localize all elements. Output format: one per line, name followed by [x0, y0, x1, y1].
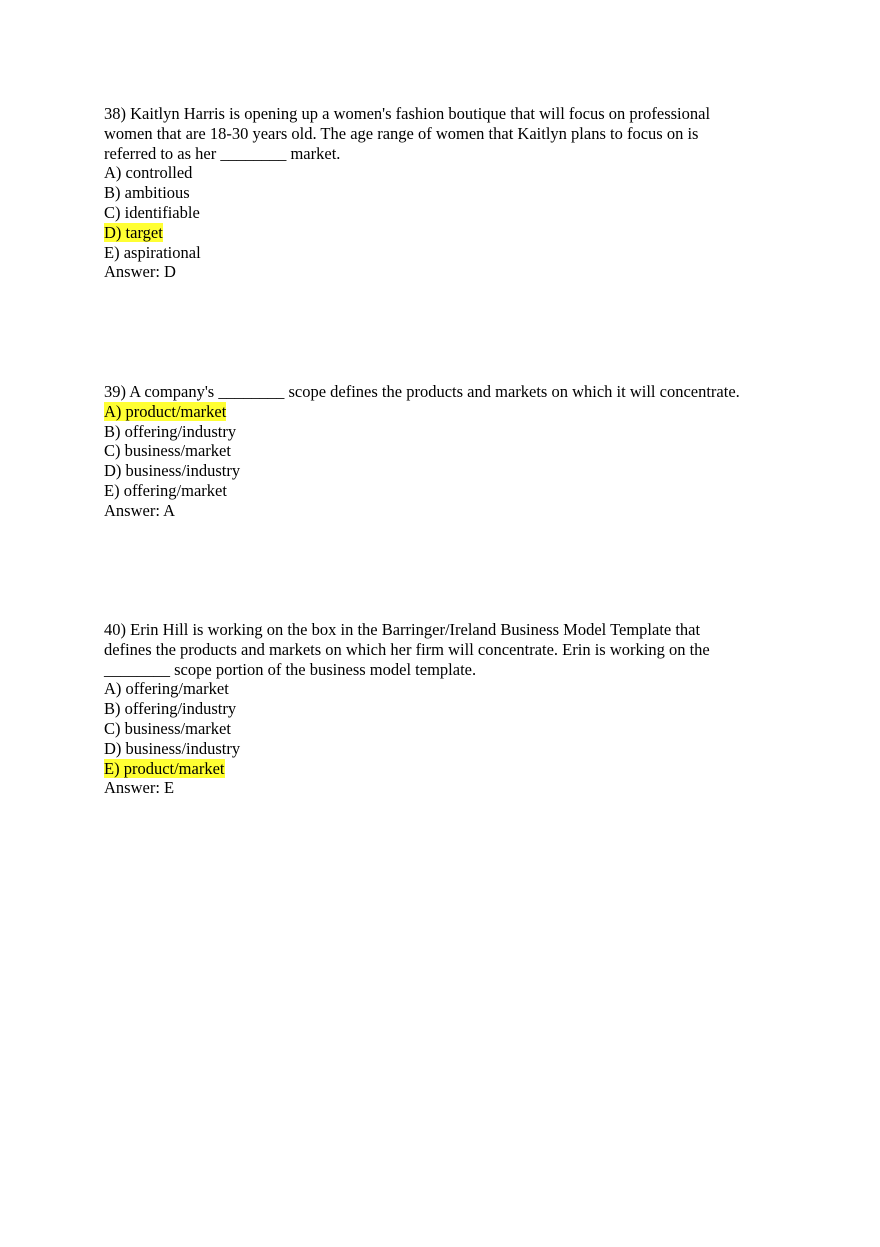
answer-key: Answer: A: [104, 500, 176, 520]
option-c: [104, 441, 784, 461]
option-c: [104, 719, 784, 739]
option-text: B) ambitious: [104, 183, 190, 203]
highlighted-correct-option: E) product/market: [104, 758, 225, 778]
option-text: A) offering/market: [104, 679, 229, 699]
option-d: [104, 223, 784, 243]
option-a: [104, 402, 784, 422]
question-stem-line: 38) Kaitlyn Harris is opening up a women's fashion boutique that will focus on professional: [104, 104, 711, 123]
option-c: [104, 203, 784, 223]
option-b: [104, 699, 784, 719]
option-text: D) business/industry: [104, 461, 241, 481]
option-e: [104, 759, 784, 779]
option-text: E) aspirational: [104, 242, 201, 262]
option-text: D) business/industry: [104, 738, 241, 758]
question-stem-line: referred to as her ________ market.: [104, 143, 341, 163]
question-stem-line: women that are 18-30 years old. The age range of women that Kaitlyn plans to focus on is: [104, 123, 699, 143]
question-40: [104, 620, 784, 798]
answer-key: Answer: D: [104, 262, 176, 282]
option-text: B) offering/industry: [104, 699, 237, 719]
question-stem-line: 40) Erin Hill is working on the box in the Barringer/Ireland Business Model Template that: [104, 620, 701, 639]
answer-key: Answer: E: [104, 778, 175, 798]
option-text: C) business/market: [104, 441, 231, 461]
option-text: C) identifiable: [104, 202, 200, 222]
question-stem-line: 39) A company's ________ scope defines the products and markets on which it will concentrate.: [104, 382, 740, 401]
question-38: [104, 104, 784, 282]
question-stem-line: ________ scope portion of the business model template.: [104, 659, 477, 679]
option-d: [104, 461, 784, 481]
option-e: [104, 481, 784, 501]
option-a: [104, 679, 784, 699]
highlighted-correct-option: A) product/market: [104, 401, 227, 421]
option-text: B) offering/industry: [104, 421, 237, 441]
option-text: C) business/market: [104, 718, 231, 738]
option-b: [104, 183, 784, 203]
question-39: [104, 382, 784, 521]
question-stem-line: defines the products and markets on which her firm will concentrate. Erin is working on the: [104, 639, 710, 659]
option-text: E) offering/market: [104, 480, 227, 500]
option-d: [104, 739, 784, 759]
highlighted-correct-option: D) target: [104, 222, 163, 242]
option-e: [104, 243, 784, 263]
option-a: [104, 163, 784, 183]
option-text: A) controlled: [104, 163, 193, 183]
option-b: [104, 422, 784, 442]
